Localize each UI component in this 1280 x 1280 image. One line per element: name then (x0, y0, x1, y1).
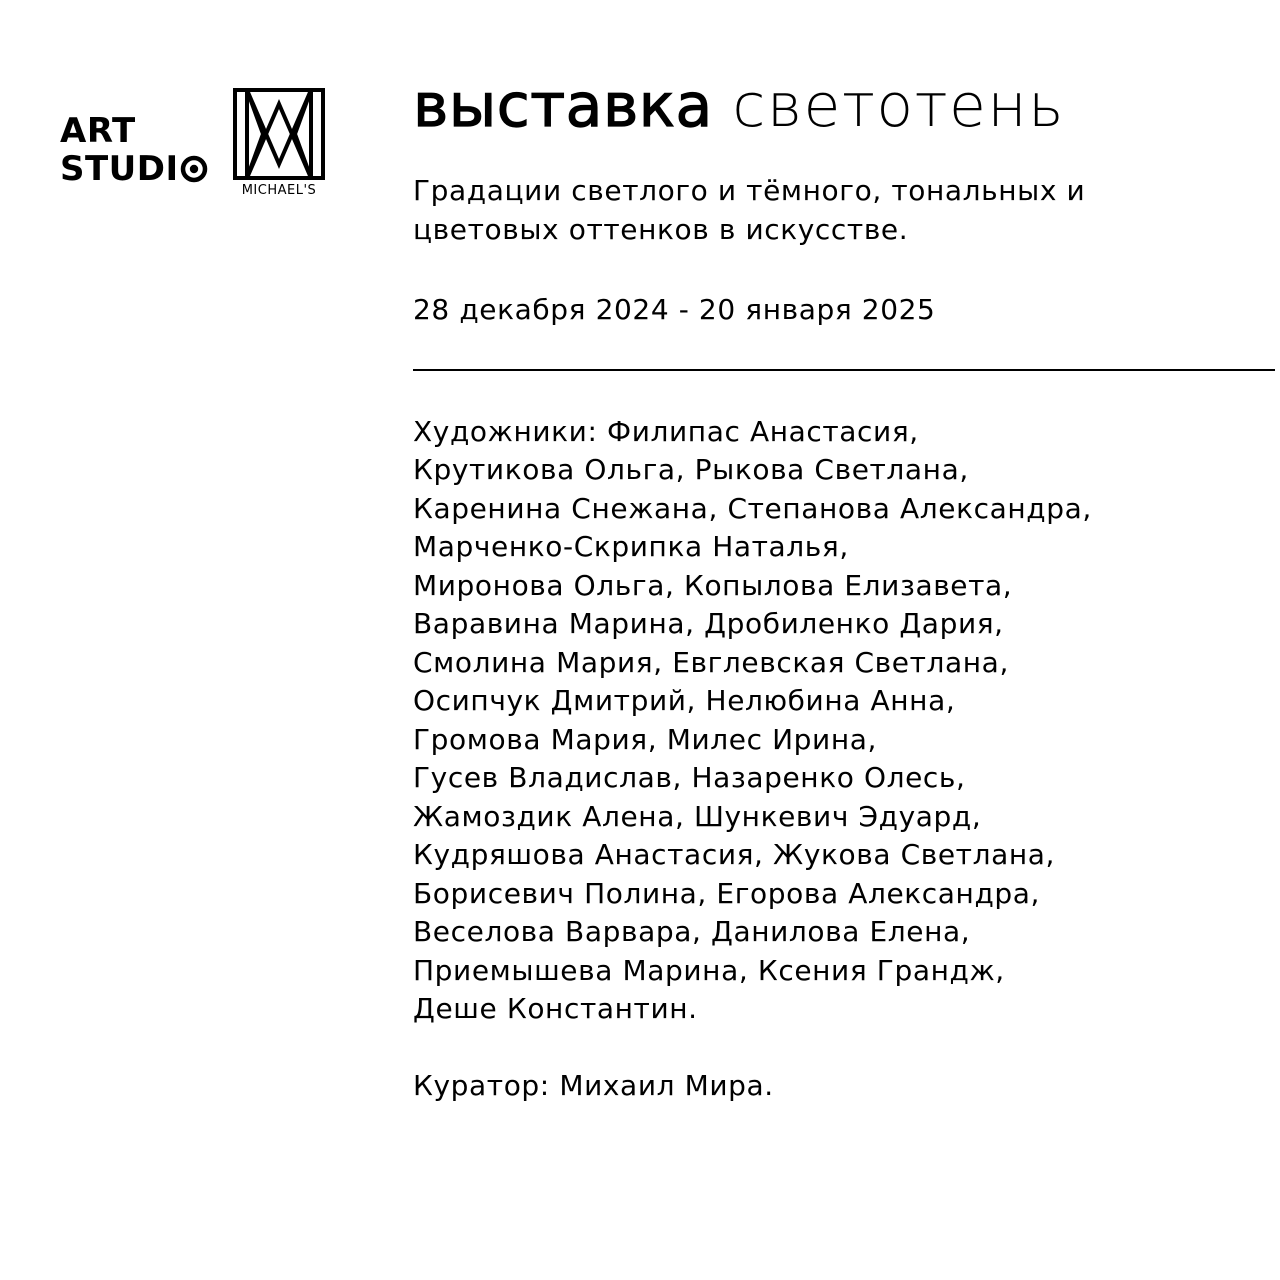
artists-list (413, 413, 1275, 1029)
artists-line: Гусев Владислав, Назаренко Олесь, (413, 761, 966, 794)
artists-line: Каренина Снежана, Степанова Александра, (413, 491, 1092, 525)
exhibition-dates: 28 декабря 2024 - 20 января 2025 (413, 293, 936, 326)
logo-wordmark (60, 112, 208, 188)
artists-line: Марченко-Скрипка Наталья, (413, 530, 849, 563)
artists-line: Кудряшова Анастасия, Жукова Светлана, (413, 838, 1056, 871)
studio-logo (60, 88, 330, 203)
curator-credit: Куратор: Михаил Мира. (413, 1068, 774, 1102)
exhibition-description (413, 172, 1275, 249)
section-divider (413, 369, 1275, 371)
artists-line: Деше Константин. (413, 992, 698, 1025)
artists-line: Борисевич Полина, Егорова Александра, (413, 876, 1041, 910)
description-line: цветовых оттенков в искусстве. (413, 212, 909, 246)
artists-line: Варавина Марина, Дробиленко Дария, (413, 607, 1004, 640)
logo-line-art: ART (60, 111, 136, 151)
artists-line: Веселова Варвара, Данилова Елена, (413, 915, 971, 948)
artists-line: Миронова Ольга, Копылова Елизавета, (413, 568, 1013, 602)
logo-caption: MICHAEL'S (241, 183, 317, 198)
logo-line-studio (60, 150, 208, 188)
title-word-chiaroscuro: светотень (732, 71, 1066, 141)
ring-o-icon (180, 155, 208, 183)
artists-line: Громова Мария, Милес Ирина, (413, 722, 877, 756)
artists-line: Смолина Мария, Евглевская Светлана, (413, 645, 1009, 679)
description-line: Градации светлого и тёмного, тональных и (413, 174, 1086, 207)
crossed-frame-logo-icon (233, 88, 325, 180)
artists-line: Приемышева Марина, Ксения Грандж, (413, 953, 1005, 987)
page-title (413, 70, 1275, 142)
artists-line: Осипчук Дмитрий, Нелюбина Анна, (413, 684, 956, 717)
artists-line: Крутикова Ольга, Рыкова Светлана, (413, 453, 969, 486)
artists-line: Жамоздик Алена, Шункевич Эдуард, (413, 799, 982, 833)
title-word-exhibition: выставка (413, 71, 713, 141)
logo-line-studio-text: STUDI (60, 149, 179, 189)
announcement-content (413, 70, 1275, 1105)
artists-line: Художники: Филипас Анастасия, (413, 414, 919, 448)
